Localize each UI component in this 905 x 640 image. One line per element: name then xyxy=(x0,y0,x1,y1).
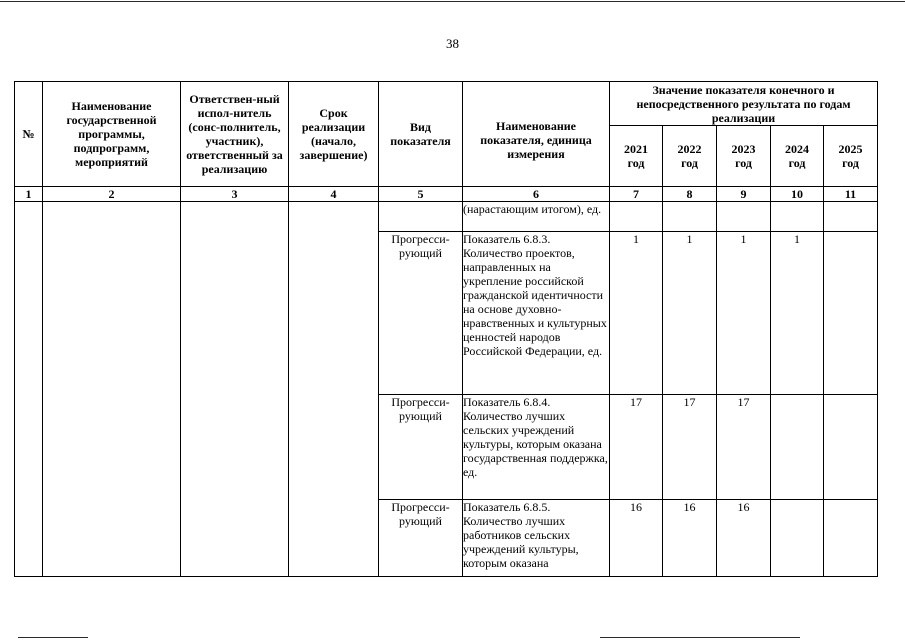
header-year-2023: 2023 год xyxy=(717,126,771,187)
cell-indicator: Показатель 6.8.4. Количество лучших сельских учреждений культуры, которым оказана государственная поддержка, ед. xyxy=(463,395,610,500)
cell-value-2024: 1 xyxy=(771,232,824,395)
cell-value-2024 xyxy=(771,395,824,500)
column-number: 5 xyxy=(379,187,463,202)
cell-value-2025 xyxy=(824,395,878,500)
cell-value-2022: 1 xyxy=(663,232,717,395)
cell-value-2025 xyxy=(824,202,878,232)
cell-value-2022: 17 xyxy=(663,395,717,500)
cell-indicator: (нарастающим итогом), ед. xyxy=(463,202,610,232)
cell-kind: Прогресси-рующий xyxy=(379,395,463,500)
top-edge-line xyxy=(0,1,905,2)
cell-value-2022 xyxy=(663,202,717,232)
column-number: 7 xyxy=(610,187,663,202)
column-number: 8 xyxy=(663,187,717,202)
header-kind: Вид показателя xyxy=(379,82,463,187)
bottom-edge-line-right xyxy=(600,637,800,638)
cell-value-2022: 16 xyxy=(663,500,717,577)
header-no: № xyxy=(15,82,43,187)
column-number: 2 xyxy=(43,187,181,202)
page-number: 38 xyxy=(446,36,459,51)
cell-responsible xyxy=(181,202,289,577)
header-year-2022: 2022 год xyxy=(663,126,717,187)
cell-period xyxy=(289,202,379,577)
indicators-table xyxy=(14,81,878,577)
cell-kind: Прогресси-рующий xyxy=(379,500,463,577)
cell-indicator: Показатель 6.8.3. Количество проектов, направленных на укрепление российской гражданской идентичности на основе духовно-нравственных и культурных ценностей народов Российской Федерации, ед. xyxy=(463,232,610,395)
bottom-edge-line-left xyxy=(18,637,88,638)
header-year-2025: 2025 год xyxy=(824,126,878,187)
column-number: 11 xyxy=(824,187,878,202)
cell-value-2023: 16 xyxy=(717,500,771,577)
cell-value-2023: 17 xyxy=(717,395,771,500)
column-number: 1 xyxy=(15,187,43,202)
cell-no xyxy=(15,202,43,577)
header-responsible: Ответствен-ный испол-нитель (сонс-полнитель, участник), ответственный за реализацию xyxy=(181,82,289,187)
column-number: 9 xyxy=(717,187,771,202)
cell-value-2025 xyxy=(824,500,878,577)
cell-value-2021: 16 xyxy=(610,500,663,577)
header-period: Срок реализации (начало, завершение) xyxy=(289,82,379,187)
header-values-group: Значение показателя конечного и непосредственного результата по годам реализации xyxy=(610,82,878,126)
column-number: 6 xyxy=(463,187,610,202)
cell-value-2021: 17 xyxy=(610,395,663,500)
header-program: Наименование государственной программы, подпрограмм, мероприятий xyxy=(43,82,181,187)
cell-program xyxy=(43,202,181,577)
cell-value-2021 xyxy=(610,202,663,232)
cell-kind xyxy=(379,202,463,232)
header-year-2024: 2024 год xyxy=(771,126,824,187)
column-number: 3 xyxy=(181,187,289,202)
header-year-2021: 2021 год xyxy=(610,126,663,187)
cell-value-2023 xyxy=(717,202,771,232)
cell-value-2025 xyxy=(824,232,878,395)
cell-indicator: Показатель 6.8.5. Количество лучших работников сельских учреждений культуры, которым оказана xyxy=(463,500,610,577)
table-row xyxy=(15,202,878,232)
cell-value-2021: 1 xyxy=(610,232,663,395)
cell-value-2024 xyxy=(771,202,824,232)
cell-value-2024 xyxy=(771,500,824,577)
cell-kind: Прогресси-рующий xyxy=(379,232,463,395)
cell-value-2023: 1 xyxy=(717,232,771,395)
header-indicator: Наименование показателя, единица измерения xyxy=(463,82,610,187)
column-number: 10 xyxy=(771,187,824,202)
column-number: 4 xyxy=(289,187,379,202)
